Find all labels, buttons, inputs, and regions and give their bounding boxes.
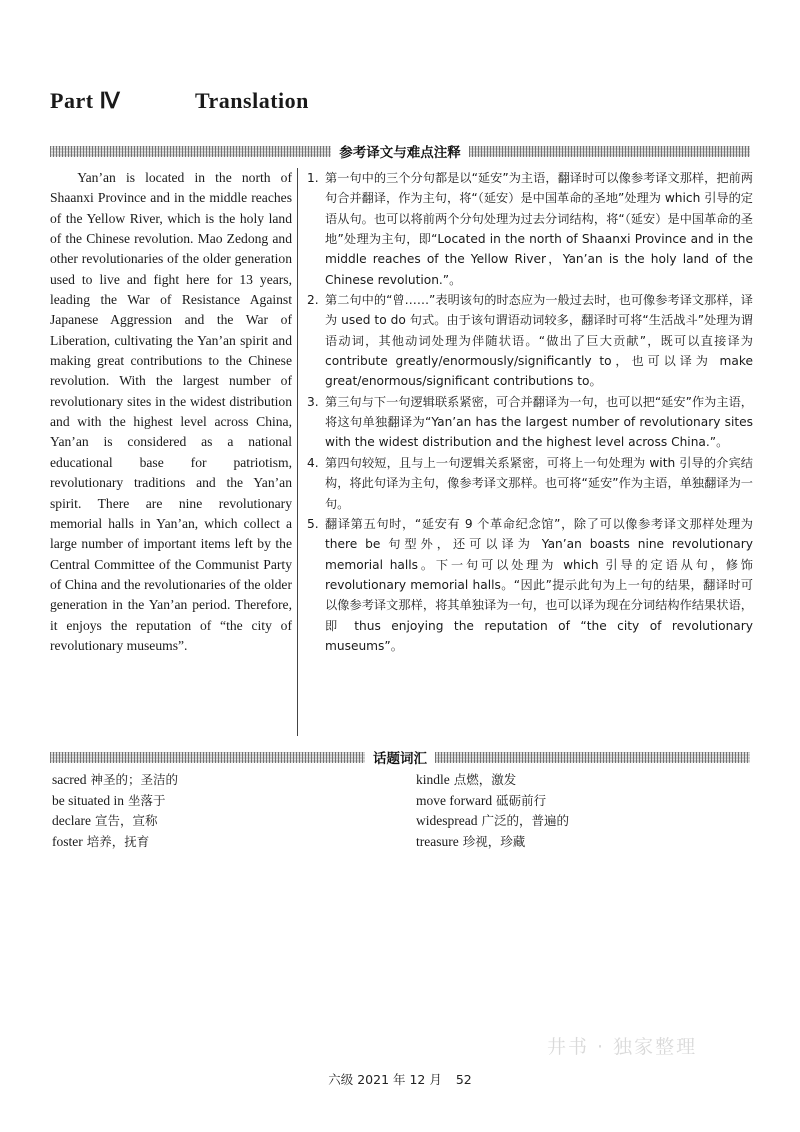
vocab-english: foster bbox=[52, 833, 83, 849]
watermark: 井书 · 独家整理 bbox=[547, 1036, 698, 1058]
vocab-chinese: 点燃，激发 bbox=[453, 772, 517, 787]
vocab-chinese: 神圣的；圣洁的 bbox=[90, 772, 178, 787]
vocabulary-list-right bbox=[416, 770, 569, 852]
vocab-chinese: 广泛的，普遍的 bbox=[481, 813, 569, 828]
section-title-reference: 参考译文与难点注释 bbox=[339, 145, 461, 161]
note-text: 第四句较短，且与上一句逻辑关系紧密，可将上一句处理为 with 引导的介宾结构，将此句译为主句，像参考译文那样。也可将“延安”作为主语，单独翻译为一句。 bbox=[325, 455, 753, 511]
vocab-chinese: 培养，抚育 bbox=[86, 833, 150, 849]
banner-pattern bbox=[469, 146, 750, 157]
note-item bbox=[303, 290, 753, 392]
vocab-english: declare bbox=[52, 813, 91, 828]
vocabulary-item bbox=[52, 770, 178, 791]
note-item bbox=[303, 514, 753, 656]
vocabulary-item bbox=[416, 811, 569, 832]
banner-pattern bbox=[50, 146, 331, 157]
vocabulary-item bbox=[52, 832, 178, 853]
note-number: 1. bbox=[307, 171, 319, 185]
section-title-vocabulary: 话题词汇 bbox=[373, 751, 427, 767]
note-text: 第二句中的“曾……”表明该句的时态应为一般过去时，也可像参考译文那样，译为 used to do 句式。由于该句谓语动词较多，翻译时可将“生活战斗”处理为谓语动词，其他动词处理为伴随状语。“做出了巨大贡献”，既可以直接译为 contribute greatly/enormously/significantly to，也可以译为 make great/enormous/significant contributions to。 bbox=[325, 293, 753, 389]
part-heading bbox=[50, 88, 309, 114]
part-label: Part Ⅳ bbox=[50, 88, 121, 113]
note-number: 3. bbox=[307, 394, 319, 409]
vocab-chinese: 坐落于 bbox=[127, 792, 166, 808]
section-banner-vocabulary bbox=[50, 746, 750, 768]
vocabulary-item bbox=[416, 832, 569, 853]
notes-list bbox=[303, 168, 753, 656]
vocab-english: widespread bbox=[416, 813, 478, 828]
page-number: 52 bbox=[455, 1072, 472, 1087]
vocabulary-item bbox=[52, 791, 178, 812]
vocab-chinese: 珍视，珍藏 bbox=[462, 833, 526, 849]
part-title: Translation bbox=[195, 88, 309, 113]
note-number: 5. bbox=[307, 516, 319, 531]
note-number: 4. bbox=[307, 455, 319, 470]
note-item bbox=[303, 392, 753, 453]
note-text: 第三句与下一句逻辑联系紧密，可合并翻译为一句，也可以把“延安”作为主语，将这句单独翻译为“Yan’an has the largest number of revolutionary sites with the widest distribution and the highest level across China.”。 bbox=[325, 394, 753, 450]
vocab-english: kindle bbox=[416, 772, 450, 787]
banner-pattern bbox=[50, 752, 365, 763]
note-text: 翻译第五句时，“延安有 9 个革命纪念馆”，除了可以像参考译文那样处理为 there be 句型外，还可以译为 Yan’an boasts nine revolutionary memorial halls。下一句可以处理为 which 引导的定语从句，修饰 revolutionary memorial halls。“因此”提示此句为上一句的结果，翻译时可以像参考译文那样，将其单独译为一句，也可以译为现在分词结构作结果状语，即 thus enjoying the reputation of “the city of revolutionary museums”。 bbox=[325, 516, 753, 653]
vocab-english: be situated in bbox=[52, 792, 124, 808]
note-item bbox=[303, 453, 753, 514]
note-item bbox=[303, 168, 753, 290]
banner-pattern bbox=[435, 752, 750, 763]
note-text: 第一句中的三个分句都是以“延安”为主语，翻译时可以像参考译文那样，把前两句合并翻译，作为主句，将“（延安）是中国革命的圣地”处理为 which 引导的定语从句。也可以将前两个分句处理为过去分词结构，将“（延安）是中国革命的圣地”处理为主句，即“Located in the north of Shaanxi Province and in the middle reaches of the Yellow River，Yan’an is the holy land of the Chinese revolution.”。 bbox=[325, 171, 753, 287]
section-banner-reference bbox=[50, 140, 750, 162]
vocabulary-item bbox=[52, 811, 178, 832]
vocab-english: sacred bbox=[52, 772, 87, 787]
vocab-english: move forward bbox=[416, 792, 493, 808]
vocab-english: treasure bbox=[416, 833, 459, 849]
reference-translation: Yan’an is located in the north of Shaanxi Province and in the middle reaches of the Yellow River, which is the holy land of the Chinese revolution. Mao Zedong and other revolutionaries of the older generation used to live and fight here for 13 years, leading the War of Resistance Against Japanese Aggression and the War of Liberation, cultivating the Yan’an spirit and making great contributions to the Chinese revolution. With the largest number of revolutionary sites in the widest distribution and with the highest level across China, Yan’an is considered as a national educational base for patriotism, revolutionary traditions and the Yan’an spirit. There are nine revolutionary memorial halls in Yan’an, which collect a large number of important items left by the Central Committee of the Communist Party of China and the revolutionaries of the older generation in the Yan’an period. Therefore, it enjoys the reputation of “the city of revolutionary museums”. bbox=[50, 170, 292, 653]
vocab-chinese: 宣告，宣称 bbox=[94, 813, 158, 828]
page-footer bbox=[0, 1070, 800, 1088]
vocabulary-item bbox=[416, 770, 569, 791]
vocabulary-item bbox=[416, 791, 569, 812]
footer-label: 六级 2021 年 12 月 bbox=[328, 1072, 442, 1087]
note-number: 2. bbox=[307, 293, 319, 308]
column-divider bbox=[297, 168, 298, 736]
vocabulary-list-left bbox=[52, 770, 178, 852]
vocab-chinese: 砥砺前行 bbox=[496, 792, 547, 808]
